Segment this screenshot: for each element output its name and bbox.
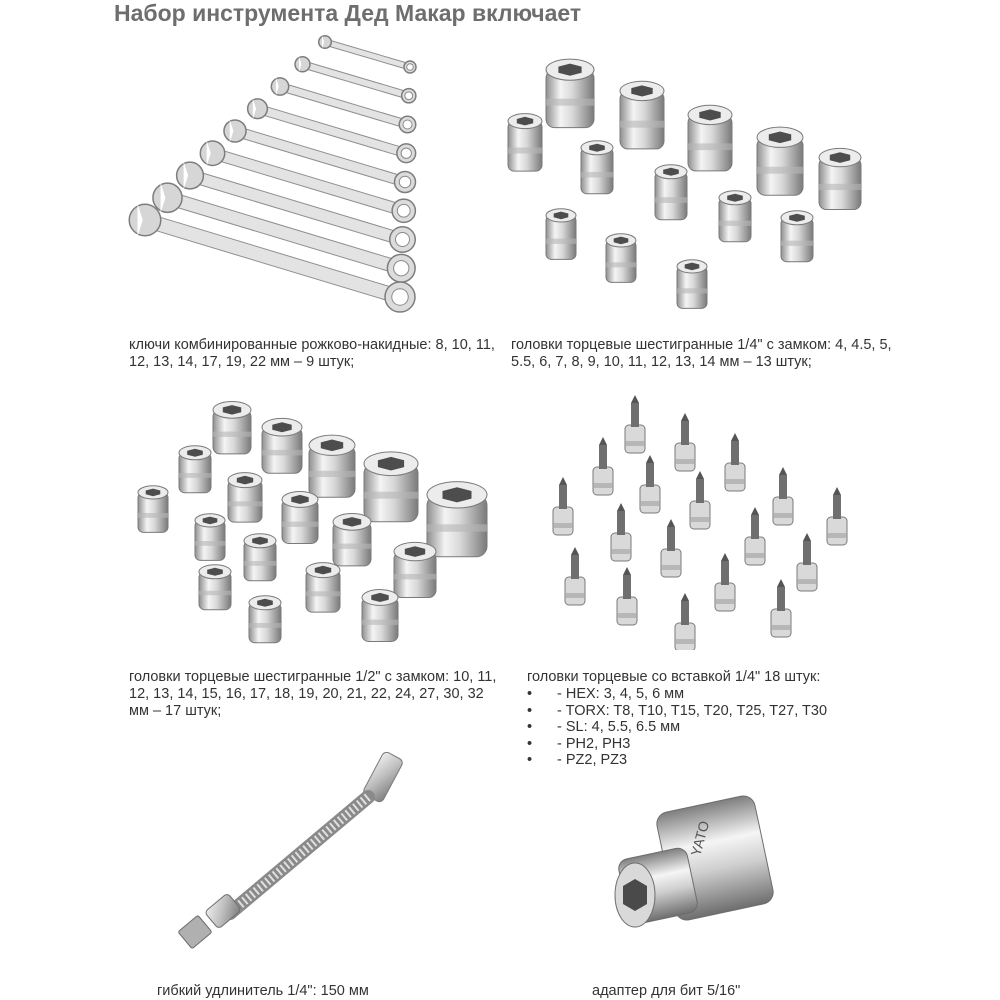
list-item: • - SL: 4, 5.5, 6.5 мм <box>527 719 887 736</box>
combination-wrenches-image <box>120 30 420 320</box>
quarter-sockets-caption: головки торцевые шестигранные 1/4" с замком: 4, 4.5, 5, 5.5, 6, 7, 8, 9, 10, 11, 12, 13, 14 мм – 13 штук; <box>511 337 892 370</box>
socket <box>546 209 576 260</box>
list-item: • - PH2, PH3 <box>527 736 887 753</box>
socket <box>249 596 281 643</box>
socket <box>179 446 211 493</box>
wrenches-caption: ключи комбинированные рожково-накидные: 8, 10, 11, 12, 13, 14, 17, 19, 22 мм – 9 штук; <box>129 337 495 370</box>
socket <box>333 513 371 565</box>
socket <box>581 141 613 194</box>
bit-sockets-heading: головки торцевые со вставкой 1/4" 18 штук: <box>527 669 821 685</box>
bit-socket <box>745 507 765 565</box>
socket <box>394 542 436 597</box>
socket <box>606 234 636 283</box>
adapter-caption: адаптер для бит 5/16" <box>592 983 741 999</box>
socket <box>138 486 168 533</box>
socket <box>228 473 262 522</box>
socket <box>620 81 664 149</box>
bit-socket <box>773 467 793 525</box>
bit-socket <box>690 471 710 529</box>
extension-caption: гибкий удлинитель 1/4": 150 мм <box>157 983 369 999</box>
half-inch-sockets-image <box>125 395 500 660</box>
socket <box>688 105 732 171</box>
socket <box>819 148 861 209</box>
bit-socket <box>565 547 585 605</box>
bit-socket <box>827 487 847 545</box>
wrench <box>319 35 416 73</box>
bit-socket <box>625 395 645 453</box>
bit-socket <box>725 433 745 491</box>
socket <box>757 127 803 195</box>
bit-socket <box>675 593 695 650</box>
flexible-extension-image <box>160 745 435 960</box>
quarter-inch-sockets-image <box>495 40 875 320</box>
socket <box>781 211 813 262</box>
bit-socket <box>661 519 681 577</box>
bit-socket <box>553 477 573 535</box>
socket <box>427 482 487 557</box>
wrench <box>248 98 416 162</box>
socket <box>508 114 542 171</box>
bit-adapter-image <box>605 795 775 945</box>
socket <box>546 59 594 128</box>
socket <box>364 452 418 522</box>
socket <box>213 401 251 453</box>
bit-socket <box>771 579 791 637</box>
socket <box>309 435 355 497</box>
socket <box>282 492 318 544</box>
bit-socket <box>640 455 660 513</box>
socket <box>195 514 225 561</box>
bit-socket <box>611 503 631 561</box>
bit-socket <box>593 437 613 495</box>
bit-socket <box>715 553 735 611</box>
page-title: Набор инструмента Дед Макар включает <box>114 0 582 26</box>
socket <box>677 260 707 309</box>
bit-sockets-image <box>545 385 865 650</box>
list-item: • - PZ2, PZ3 <box>527 752 887 769</box>
socket <box>655 165 687 220</box>
bit-socket <box>617 567 637 625</box>
bit-socket <box>675 413 695 471</box>
socket <box>262 418 302 473</box>
bit-sockets-list <box>527 686 887 769</box>
socket <box>244 534 276 581</box>
socket <box>306 563 340 612</box>
bit-sockets-caption <box>527 669 887 769</box>
socket <box>362 590 398 642</box>
half-sockets-caption: головки торцевые шестигранные 1/2" с замком: 10, 11, 12, 13, 14, 15, 16, 17, 18, 19, 20, 21, 22, 24, 27, 30, 32 мм – 17 штук; <box>129 669 497 719</box>
list-item: • - TORX: T8, T10, T15, T20, T25, T27, T30 <box>527 703 887 720</box>
socket <box>199 565 231 610</box>
socket <box>719 191 751 242</box>
bit-socket <box>797 533 817 591</box>
list-item: • - HEX: 3, 4, 5, 6 мм <box>527 686 887 703</box>
svg-text:YATO: YATO <box>687 819 713 858</box>
